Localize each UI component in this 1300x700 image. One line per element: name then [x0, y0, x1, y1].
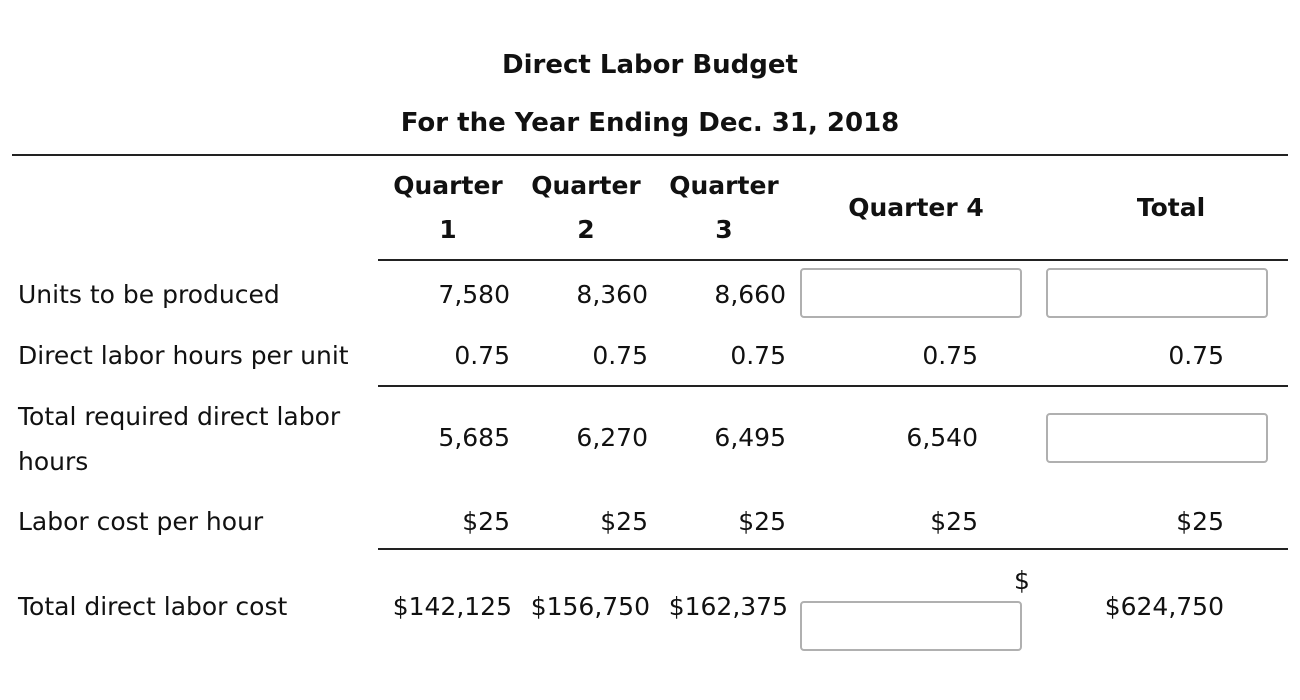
cost-per-hour-q1: $25: [462, 507, 510, 536]
header-quarter-3-line2: 3: [715, 215, 733, 244]
header-quarter-2-line2: 2: [577, 215, 595, 244]
total-hours-q2: 6,270: [576, 423, 648, 452]
row-label-hours-per-unit: Direct labor hours per unit: [18, 341, 349, 370]
total-cost-q1: $142,125: [392, 592, 512, 621]
header-quarter-1-line1: Quarter: [393, 171, 503, 200]
header-quarter-2-line1: Quarter: [531, 171, 641, 200]
header-quarter-2: [518, 164, 654, 252]
header-quarter-1: [380, 164, 516, 252]
total-cost-q4-input[interactable]: [800, 601, 1022, 651]
total-cost-q4-currency: $: [1014, 566, 1030, 595]
row-label-total-cost: Total direct labor cost: [18, 592, 288, 621]
units-q4-input[interactable]: [800, 268, 1022, 318]
header-quarter-3: [656, 164, 792, 252]
row-label-units: Units to be produced: [18, 280, 280, 309]
units-q1: 7,580: [438, 280, 510, 309]
header-total: Total: [1136, 193, 1206, 222]
header-quarter-3-line1: Quarter: [669, 171, 779, 200]
cost-rule: [378, 548, 1288, 550]
row-label-cost-per-hour: Labor cost per hour: [18, 507, 264, 536]
total-cost-q2: $156,750: [530, 592, 650, 621]
hours-rule: [378, 385, 1288, 387]
cost-per-hour-q4: $25: [930, 507, 978, 536]
row-label-total-hours-line1: Total required direct labor: [18, 402, 341, 431]
hours-per-unit-q3: 0.75: [730, 341, 786, 370]
units-total-input[interactable]: [1046, 268, 1268, 318]
budget-title: Direct Labor Budget: [502, 50, 798, 80]
budget-subtitle: For the Year Ending Dec. 31, 2018: [400, 108, 900, 138]
hours-per-unit-total: 0.75: [1168, 341, 1224, 370]
hours-per-unit-q2: 0.75: [592, 341, 648, 370]
total-hours-q4: 6,540: [906, 423, 978, 452]
cost-per-hour-q3: $25: [738, 507, 786, 536]
row-label-total-hours-line2: hours: [18, 447, 89, 476]
total-hours-q1: 5,685: [438, 423, 510, 452]
total-cost-total: $624,750: [1104, 592, 1224, 621]
total-hours-total-input[interactable]: [1046, 413, 1268, 463]
hours-per-unit-q1: 0.75: [454, 341, 510, 370]
row-label-total-hours: [18, 394, 373, 484]
header-quarter-1-line2: 1: [439, 215, 457, 244]
hours-per-unit-q4: 0.75: [922, 341, 978, 370]
total-cost-q3: $162,375: [668, 592, 788, 621]
top-rule: [12, 154, 1288, 156]
cost-per-hour-total: $25: [1176, 507, 1224, 536]
units-q2: 8,360: [576, 280, 648, 309]
header-quarter-4: Quarter 4: [848, 193, 984, 222]
header-rule: [378, 259, 1288, 261]
total-hours-q3: 6,495: [714, 423, 786, 452]
units-q3: 8,660: [714, 280, 786, 309]
cost-per-hour-q2: $25: [600, 507, 648, 536]
